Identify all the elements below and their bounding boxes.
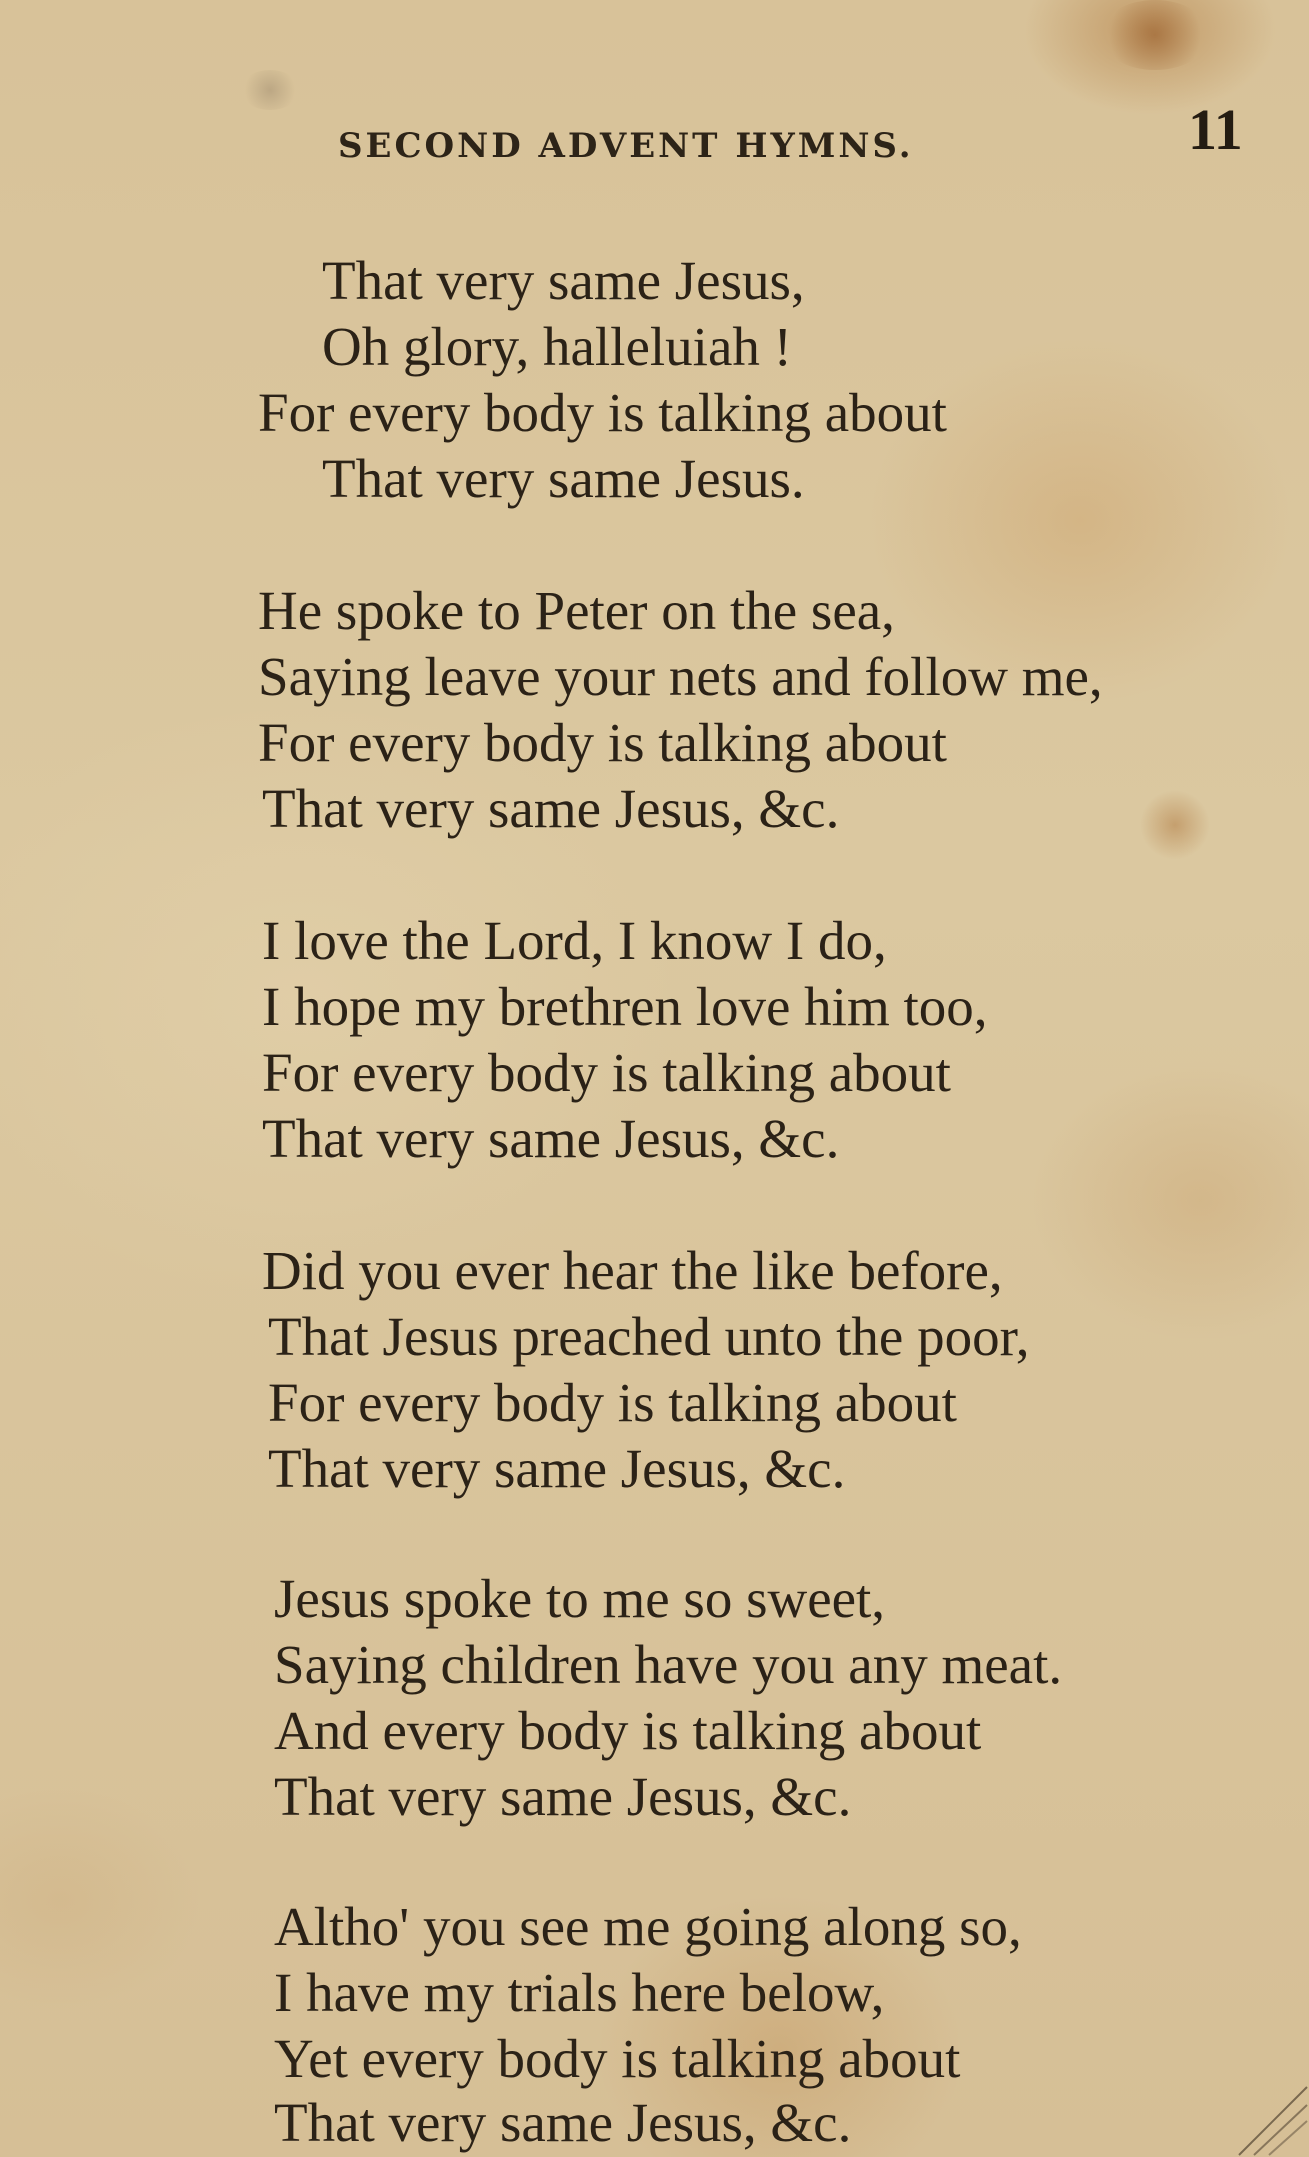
verse-line: I have my trials here below, <box>274 1962 885 2023</box>
verse-line: For every body is talking about <box>258 382 947 443</box>
verse-line: Yet every body is talking about <box>274 2028 961 2089</box>
running-title: SECOND ADVENT HYMNS. <box>338 126 914 166</box>
verse-line: For every body is talking about <box>262 1042 951 1103</box>
verse-line: Saying leave your nets and follow me, <box>258 646 1103 707</box>
verse-line: Jesus spoke to me so sweet, <box>274 1568 886 1629</box>
verse-line: Oh glory, halleluiah ! <box>322 316 792 377</box>
verse-line: That very same Jesus, &c. <box>262 778 840 839</box>
verse-line: For every body is talking about <box>258 712 947 773</box>
verse-line: That very same Jesus, &c. <box>274 2092 852 2153</box>
verse-line: I love the Lord, I know I do, <box>262 910 887 971</box>
verse-line: Saying children have you any meat. <box>274 1634 1063 1695</box>
verse-line: And every body is talking about <box>274 1700 982 1761</box>
verse-line: I hope my brethren love him too, <box>262 976 988 1037</box>
verse-line: Altho' you see me going along so, <box>274 1896 1022 1957</box>
verse-line: That very same Jesus, &c. <box>268 1438 846 1499</box>
verse-line: That very same Jesus, <box>322 250 805 311</box>
page-corner-marks <box>1219 2047 1309 2157</box>
verse-line: For every body is talking about <box>268 1372 957 1433</box>
verse-line: That very same Jesus. <box>322 448 805 509</box>
verse-line: That Jesus preached unto the poor, <box>268 1306 1030 1367</box>
verse-line: He spoke to Peter on the sea, <box>258 580 895 641</box>
page-number: 11 <box>1188 97 1243 162</box>
verse-line: That very same Jesus, &c. <box>274 1766 852 1827</box>
verse-line: That very same Jesus, &c. <box>262 1108 840 1169</box>
verse-line: Did you ever hear the like before, <box>262 1240 1003 1301</box>
